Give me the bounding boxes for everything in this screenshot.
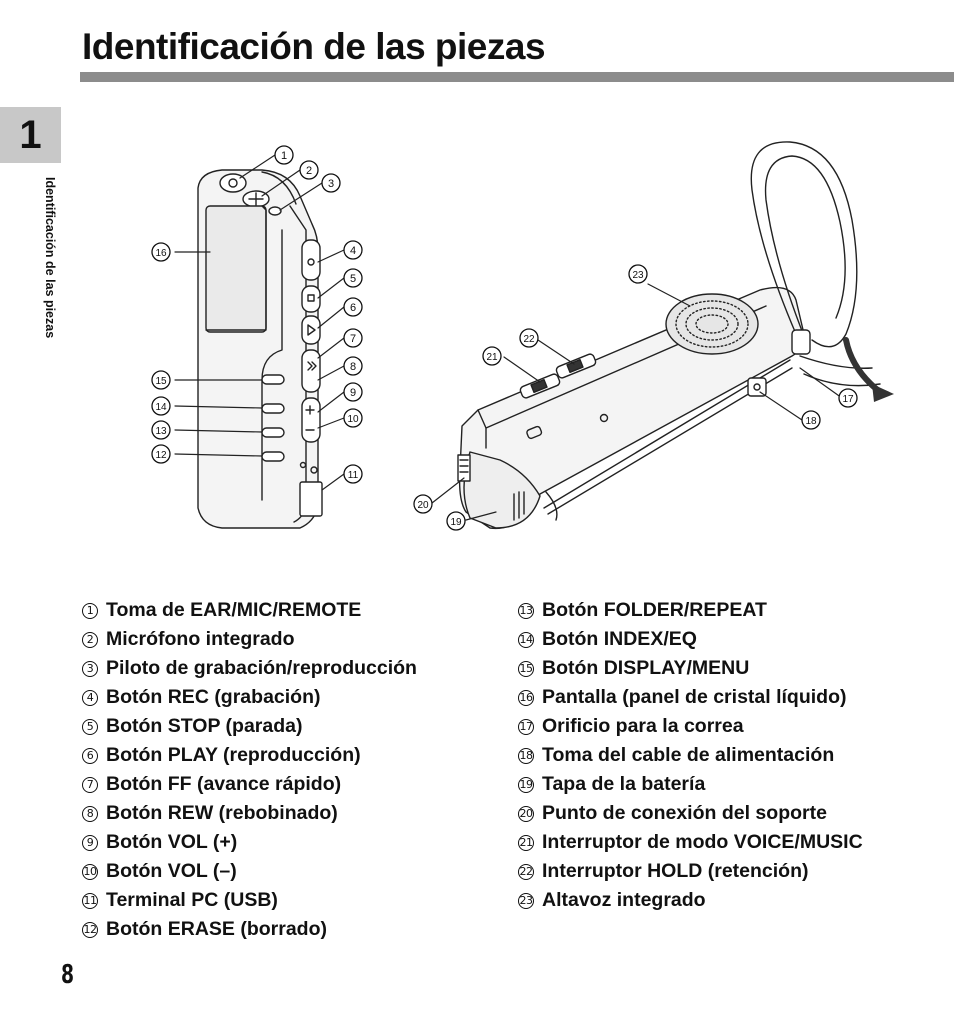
parts-list-left <box>82 596 417 944</box>
list-item: 4 Botón REC (grabación) <box>82 683 417 712</box>
list-item: 19 Tapa de la batería <box>519 773 706 795</box>
callout-18: 18 <box>805 416 817 427</box>
callout-20: 20 <box>417 500 429 511</box>
chapter-tab: 1 <box>0 107 61 163</box>
callout-2: 2 <box>305 165 313 177</box>
callout-10: 10 <box>347 414 359 425</box>
list-item: 9 Botón VOL (+) <box>82 828 417 857</box>
recorder-front-view <box>198 170 322 528</box>
list-item: 3 Piloto de grabación/reproducción <box>82 654 417 683</box>
list-item: 23 Altavoz integrado <box>519 889 706 911</box>
callout-21: 21 <box>486 352 498 363</box>
list-item: 14 Botón INDEX/EQ <box>519 628 697 650</box>
page-title: Identificación de las piezas <box>82 26 546 67</box>
list-item: 22 Interruptor HOLD (retención) <box>519 860 809 882</box>
callout-11: 11 <box>347 470 359 481</box>
callout-12: 12 <box>155 450 167 461</box>
list-item: 2 Micrófono integrado <box>82 625 417 654</box>
list-item: 16 Pantalla (panel de cristal líquido) <box>519 686 847 708</box>
callout-19: 19 <box>450 517 462 528</box>
callout-3: 3 <box>327 178 335 190</box>
list-item: 18 Toma del cable de alimentación <box>519 744 835 766</box>
list-item: 7 Botón FF (avance rápido) <box>82 770 417 799</box>
list-item: 20 Punto de conexión del soporte <box>519 802 827 824</box>
list-item: 1 Toma de EAR/MIC/REMOTE <box>82 596 417 625</box>
side-chapter-label: Identificación de las piezas <box>43 177 57 339</box>
list-item: 17 Orificio para la correa <box>519 715 744 737</box>
list-item: 13 Botón FOLDER/REPEAT <box>519 599 767 621</box>
list-item: 5 Botón STOP (parada) <box>82 712 417 741</box>
callout-6: 6 <box>349 302 357 314</box>
parts-list-right <box>518 596 863 915</box>
callout-22: 22 <box>523 334 535 345</box>
callout-15: 15 <box>155 376 167 387</box>
list-item: 11 Terminal PC (USB) <box>83 889 278 911</box>
callout-14: 14 <box>155 402 167 413</box>
callout-8: 8 <box>349 361 357 373</box>
page-number: 8 <box>61 960 75 990</box>
list-item: 12 Botón ERASE (borrado) <box>83 918 327 940</box>
callout-9: 9 <box>349 387 357 399</box>
callout-13: 13 <box>155 426 167 437</box>
callout-4: 4 <box>349 245 357 257</box>
list-item: 6 Botón PLAY (reproducción) <box>82 741 417 770</box>
callout-5: 5 <box>349 273 357 285</box>
list-item: 21 Interruptor de modo VOICE/MUSIC <box>519 831 863 853</box>
callout-17: 17 <box>842 394 854 405</box>
list-item: 8 Botón REW (rebobinado) <box>82 799 417 828</box>
list-item: 10 Botón VOL (–) <box>83 860 237 882</box>
list-item: 15 Botón DISPLAY/MENU <box>519 657 750 679</box>
callout-1: 1 <box>280 150 288 162</box>
callout-7: 7 <box>349 333 357 345</box>
callout-16: 16 <box>155 248 167 259</box>
callout-23: 23 <box>632 270 644 281</box>
